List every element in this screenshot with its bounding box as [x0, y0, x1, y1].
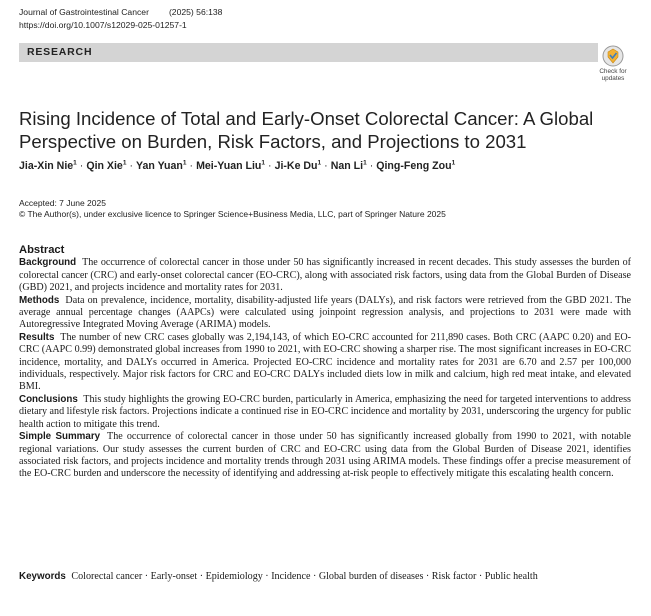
abstract-conclusions — [19, 394, 631, 431]
copyright-notice: © The Author(s), under exclusive licence to Springer Science+Business Media, LLC, part of Springer Nature 2025 — [19, 209, 446, 219]
simple-summary-label: Simple Summary — [19, 431, 101, 443]
abstract-methods — [19, 295, 631, 332]
simple-summary-text: The occurrence of colorectal cancer in those under 50 has significantly increased globally from 1990 to 2021, with notable regional variations. Our study assesses the current burden of CRC and EO-CRC using data from the Global Burden of Disease 2021, identifies associated risk factors, and projects incidence and mortality trends through 2031 using ARIMA models. These findings offer a precise measurement of the EO-CRC burden and underscore the necessity of identifying and addressing at-risk people to effectively mitigate this escalating health concern. — [19, 431, 631, 480]
check-updates-icon — [602, 45, 624, 67]
abstract-background — [19, 257, 631, 294]
keywords-text: Colorectal cancer · Early-onset · Epidemiology · Incidence · Global burden of diseases · Risk factor · Public health — [71, 571, 538, 582]
abstract-results — [19, 332, 631, 394]
keywords — [19, 571, 631, 583]
author[interactable] — [331, 160, 367, 172]
author[interactable] — [275, 160, 322, 172]
methods-label: Methods — [19, 294, 60, 306]
author-separator: · — [324, 159, 328, 172]
conclusions-text: This study highlights the growing EO-CRC burden, particularly in America, emphasizing the need for targeted interventions to address dietary and lifestyle risk factors. Projections indicate a continued rise in EO-CRC incidence and mortality by 2031, underscoring the urgency for public health action to mitigate this trend. — [19, 393, 631, 430]
conclusions-label: Conclusions — [19, 393, 78, 405]
author-name: Qin Xie — [86, 159, 123, 172]
author[interactable] — [19, 160, 77, 172]
check-updates-line1: Check for — [599, 68, 627, 75]
abstract-heading: Abstract — [19, 244, 65, 256]
methods-text: Data on prevalence, incidence, mortality, disability-adjusted life years (DALYs), and risk factors were retrieved from the GBD 2021. The average annual percentage changes (AAPCs) were calculated using joinpoint regression analysis, and projections to 2031 were made with Autoregressive Integrated Moving Average (ARIMA) models. — [19, 294, 631, 331]
journal-name: Journal of Gastrointestinal Cancer — [19, 7, 149, 17]
results-text: The number of new CRC cases globally was 2,194,143, of which EO-CRC accounted for 211,890 cases. Both CRC (AAPC 0.20) and EO-CRC (AAPC 0.99) demonstrated global increases from 1990 to 2021, with EO-CRC showing a sharper rise. The most significant increases in EO-CRC incidence, mortality, and DALYs occurred in America. Projected EO-CRC incidence and mortality rates for 2031 are 6.70 and 2.57 per 100,000 individuals, respectively. Major risk factors for CRC and EO-CRC DALYs included diets low in milk and calcium, high red meat intake, and elevated BMI. — [19, 331, 632, 393]
results-label: Results — [19, 331, 55, 343]
section-label-bar — [19, 43, 598, 62]
author-affiliation-marker: 1 — [122, 159, 127, 166]
author-list — [19, 159, 455, 172]
background-text: The occurrence of colorectal cancer in those under 50 has significantly increased in recent decades. This study assesses the burden of colorectal cancer (CRC) and early-onset colorectal cancer (EO-CRC), along with associated risk factors, using data from the Global Burden of Disease (GBD) 2021, and projects incidence and mortality rates for 2031. — [19, 257, 631, 294]
author-affiliation-marker: 1 — [73, 159, 77, 166]
article-title: Rising Incidence of Total and Early-Onset Colorectal Cancer: A Global Perspective on Burden, Risk Factors, and Projections to 2031 — [19, 108, 594, 153]
author[interactable] — [86, 160, 126, 172]
author-affiliation-marker: 1 — [363, 159, 367, 166]
journal-citation: (2025) 56:138 — [168, 7, 223, 17]
author-name: Mei-Yuan Liu — [196, 159, 262, 172]
abstract-simple-summary — [19, 431, 631, 481]
author-separator: · — [189, 159, 194, 172]
check-for-updates-badge[interactable] — [594, 45, 632, 82]
author-name: Nan Li — [330, 159, 364, 172]
author-separator: · — [369, 159, 374, 172]
author-affiliation-marker: 1 — [317, 159, 322, 166]
accepted-date: Accepted: 7 June 2025 — [19, 198, 106, 208]
author-name: Qing-Feng Zou — [376, 159, 452, 172]
journal-header — [19, 6, 242, 31]
check-updates-line2: updates — [601, 75, 625, 83]
background-label: Background — [19, 257, 77, 269]
author-name: Ji-Ke Du — [274, 159, 318, 172]
keywords-label: Keywords — [19, 571, 66, 582]
author-name: Jia-Xin Nie — [19, 159, 74, 172]
author[interactable] — [196, 160, 265, 172]
section-label: RESEARCH — [27, 46, 93, 58]
author-affiliation-marker: 1 — [451, 159, 456, 166]
author-affiliation-marker: 1 — [182, 159, 187, 166]
author[interactable] — [376, 160, 455, 172]
doi-link[interactable]: https://doi.org/10.1007/s12029-025-01257-1 — [19, 19, 187, 30]
author-separator: · — [129, 159, 133, 172]
author-separator: · — [268, 159, 272, 172]
publication-info — [19, 198, 446, 220]
author[interactable] — [136, 160, 187, 172]
author-name: Yan Yuan — [135, 159, 183, 172]
abstract — [19, 244, 631, 481]
author-separator: · — [79, 159, 84, 172]
author-affiliation-marker: 1 — [261, 159, 266, 166]
